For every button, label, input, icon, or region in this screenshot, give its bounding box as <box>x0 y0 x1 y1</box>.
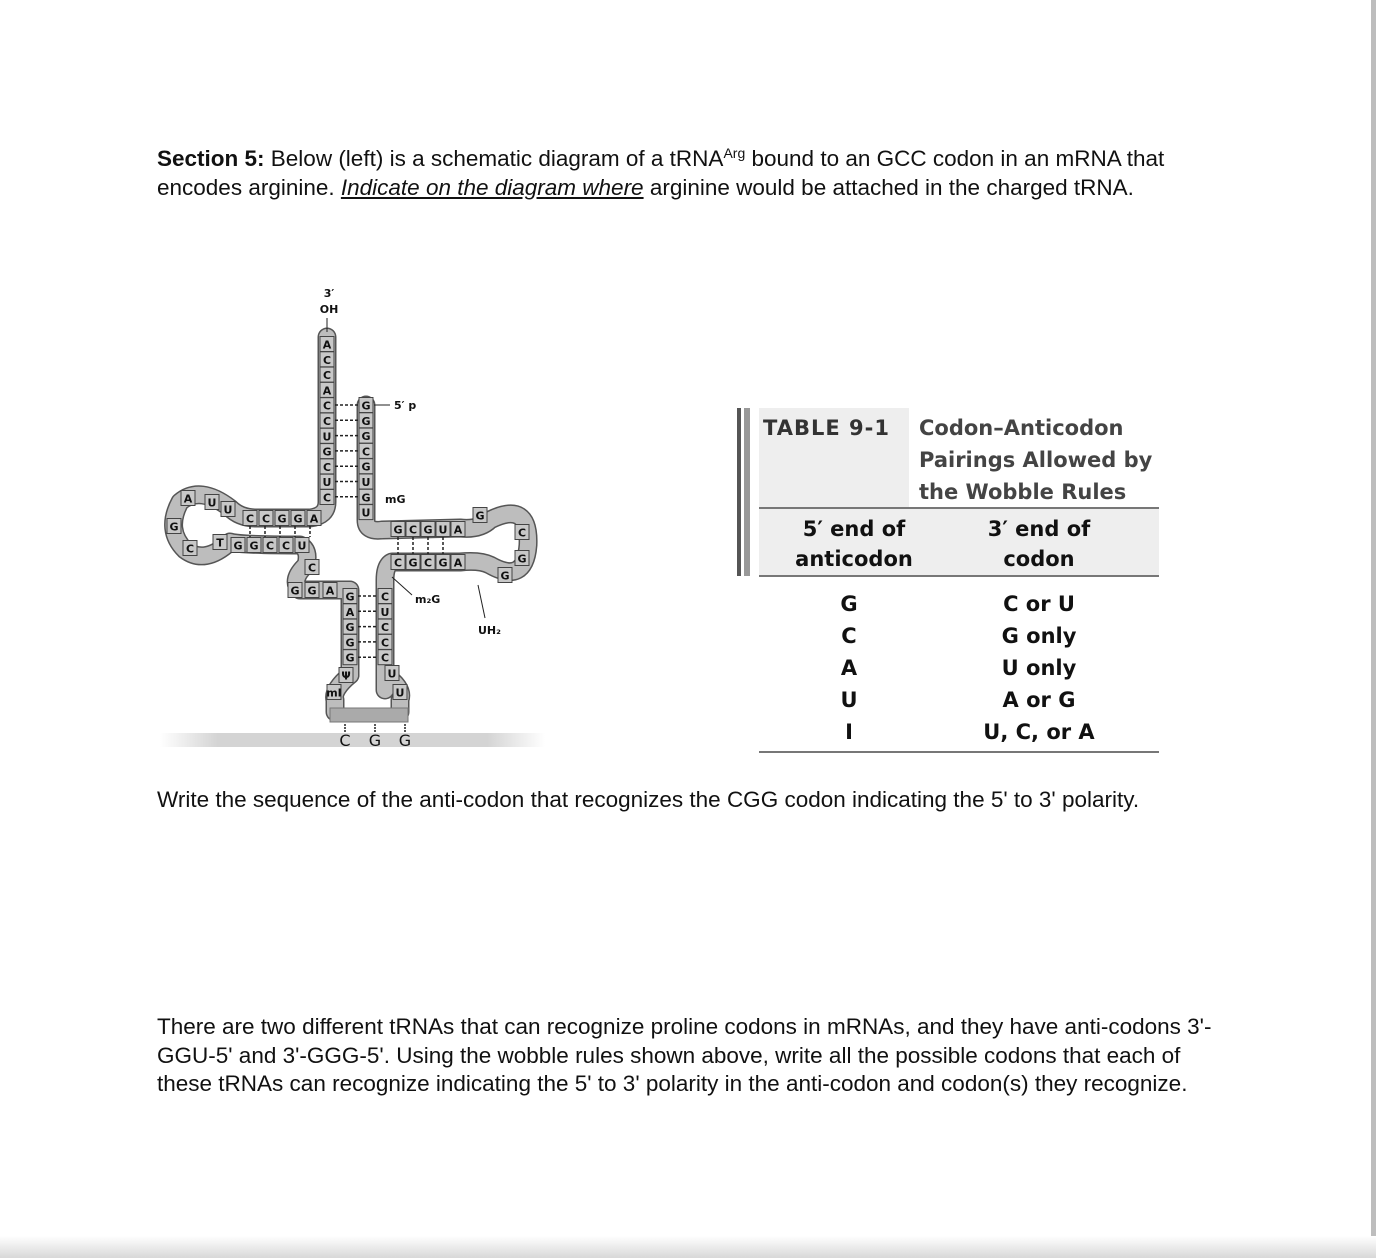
acceptor-nucleotide: C <box>322 369 332 383</box>
header-line: 3′ end of <box>987 517 1091 541</box>
anticodon-stem-nucleotide: G <box>345 590 355 604</box>
d-loop-nucleotide: G <box>169 520 179 534</box>
uh2-label: UH₂ <box>478 624 501 637</box>
codon-cell: U, C, or A <box>983 720 1095 744</box>
table-title <box>919 412 1152 508</box>
d-arm-nucleotide: C <box>261 512 271 526</box>
acceptor-nucleotide: C <box>322 399 332 413</box>
acceptor-nucleotide: G <box>361 430 371 444</box>
d-loop-nucleotide: T <box>216 536 224 550</box>
t-loop-nucleotide: G <box>517 552 527 566</box>
five-prime-label: 5′ p <box>394 399 417 412</box>
column-headers <box>759 509 1159 575</box>
page-edge <box>1371 0 1376 1258</box>
anticodon-cell: G <box>840 592 858 616</box>
t-arm-nucleotide: A <box>453 523 463 537</box>
header-line: codon <box>1003 547 1075 571</box>
d-arm-nucleotide: C <box>281 539 291 553</box>
anticodon-stem-nucleotide: A <box>345 605 355 619</box>
acceptor-nucleotide: A <box>322 384 332 398</box>
header-line: anticodon <box>795 547 913 571</box>
acceptor-nucleotide: G <box>361 414 371 428</box>
mrna-strand <box>160 733 545 747</box>
d-arm-nucleotide: A <box>309 512 319 526</box>
acceptor-nucleotide: U <box>361 476 371 489</box>
t-arm-nucleotide: G <box>393 523 403 537</box>
anticodon-cell: U <box>840 688 858 712</box>
table-title-line: the Wobble Rules <box>919 480 1127 504</box>
anticodon-stem-nucleotide: G <box>345 636 355 650</box>
t-loop-nucleotide: G <box>475 509 485 523</box>
anticodon-loop-nucleotide: Ψ <box>341 669 351 683</box>
acceptor-nucleotide: G <box>361 491 371 505</box>
acceptor-nucleotide: C <box>322 460 332 474</box>
d-arm-nucleotide: C <box>265 539 275 553</box>
d-arm-nucleotide: U <box>297 539 307 553</box>
t-arm-nucleotide: A <box>453 556 463 570</box>
intro-text: Below (left) is a schematic diagram of a tRNA <box>264 146 724 171</box>
d-loop-nucleotide: U <box>207 496 217 510</box>
t-loop-nucleotide: C <box>517 526 527 540</box>
t-arm-nucleotide: U <box>438 523 448 537</box>
mG-label: mG <box>385 493 406 506</box>
table-header <box>759 408 1159 508</box>
col-header-anticodon <box>779 514 929 574</box>
acceptor-nucleotide: G <box>322 445 332 459</box>
d-loop-nucleotide: A <box>183 492 193 506</box>
three-prime-label: 3′ <box>323 287 335 300</box>
section-label: Section 5: <box>157 146 265 171</box>
anticodon-stem-nucleotide: U <box>380 605 390 619</box>
anticodon-cell: A <box>840 656 858 680</box>
intro-text-2: bound to an GCC codon in an mRNA that encodes arginine. <box>157 146 1165 200</box>
t-loop-nucleotide: G <box>500 569 510 583</box>
table-number: TABLE 9-1 <box>763 416 890 440</box>
table-title-line: Codon–Anticodon <box>919 416 1124 440</box>
t-arm-nucleotide: G <box>423 523 433 537</box>
d-loop-nucleotide: C <box>185 542 195 556</box>
table-title-line: Pairings Allowed by <box>919 448 1153 472</box>
codon-cell: A or G <box>1002 688 1076 712</box>
codon-base: G <box>398 731 412 750</box>
variable-loop-nucleotide: G <box>307 584 317 598</box>
variable-loop-nucleotide: G <box>290 584 300 598</box>
anticodon-cell: I <box>845 720 853 744</box>
codon-cell: C or U <box>1003 592 1075 616</box>
d-arm-nucleotide: G <box>249 539 259 553</box>
anticodon-stem-nucleotide: C <box>380 621 390 635</box>
anticodon-loop-nucleotide: U <box>395 686 405 700</box>
d-loop-nucleotide: U <box>223 503 233 517</box>
d-arm-nucleotide: G <box>233 539 243 553</box>
variable-loop-nucleotide: A <box>325 584 335 598</box>
acceptor-nucleotide: A <box>322 338 332 352</box>
codon-cell: U only <box>1001 656 1077 680</box>
trna-diagram <box>160 280 560 750</box>
divider <box>759 575 1159 577</box>
anticodon-box <box>330 708 408 722</box>
t-arm-nucleotide: C <box>393 556 403 570</box>
anticodon-stem-nucleotide: C <box>380 651 390 665</box>
d-arm-nucleotide: C <box>245 512 255 526</box>
anticodon-stem-nucleotide: G <box>345 651 355 665</box>
codon-base: G <box>368 731 382 750</box>
acceptor-nucleotide: G <box>361 460 371 474</box>
section-intro <box>157 145 1237 202</box>
acceptor-nucleotide: U <box>361 506 371 520</box>
acceptor-nucleotide: U <box>322 430 332 444</box>
t-arm-nucleotide: C <box>408 523 418 537</box>
anticodon-stem-nucleotide: G <box>345 621 355 635</box>
table-accent-bar <box>737 408 741 576</box>
anticodon-loop-nucleotide: mI <box>326 686 342 700</box>
t-arm-nucleotide: G <box>408 556 418 570</box>
question-proline: There are two different tRNAs that can recognize proline codons in mRNAs, and they have anti-codons 3'-GGU-5' and 3'-GGG-5'. Using the wobble rules shown above, write all the possible codons that each of these tRNAs can recognize indicating the 5' to 3' polarity in the anti-codon and codon(s) they recognize. <box>157 1014 1212 1096</box>
acceptor-nucleotide: C <box>322 353 332 367</box>
m2G-label: m₂G <box>415 593 441 606</box>
variable-loop-nucleotide: C <box>307 561 317 575</box>
d-arm-nucleotide: G <box>293 512 303 526</box>
d-arm-nucleotide: G <box>277 512 287 526</box>
trna-superscript: Arg <box>723 145 746 161</box>
oh-label: OH <box>319 303 339 316</box>
intro-text-3: arginine would be attached in the charged tRNA. <box>643 174 1134 200</box>
codon-base: C <box>339 731 351 750</box>
table-accent-bar <box>744 408 750 576</box>
anticodon-stem-nucleotide: C <box>380 590 390 604</box>
acceptor-nucleotide: C <box>361 445 371 459</box>
codon-cell: G only <box>1001 624 1077 648</box>
page-bottom-shadow <box>0 1236 1376 1258</box>
anticodon-stem-nucleotide: C <box>380 636 390 650</box>
acceptor-nucleotide: G <box>361 399 371 413</box>
t-arm-nucleotide: C <box>423 556 433 570</box>
wobble-rules-table <box>737 408 1160 756</box>
divider <box>759 751 1159 753</box>
acceptor-nucleotide: C <box>322 491 332 505</box>
question-anticodon: Write the sequence of the anti-codon that recognizes the CGG codon indicating the 5' to 3' polarity. <box>157 787 1140 812</box>
col-header-codon <box>949 514 1129 574</box>
t-arm-nucleotide: G <box>438 556 448 570</box>
header-line: 5′ end of <box>802 517 906 541</box>
anticodon-cell: C <box>841 624 857 648</box>
anticodon-loop-nucleotide: U <box>387 667 397 681</box>
intro-emphasis: Indicate on the diagram where <box>340 174 644 200</box>
acceptor-nucleotide: U <box>322 476 332 490</box>
acceptor-nucleotide: C <box>322 415 332 428</box>
